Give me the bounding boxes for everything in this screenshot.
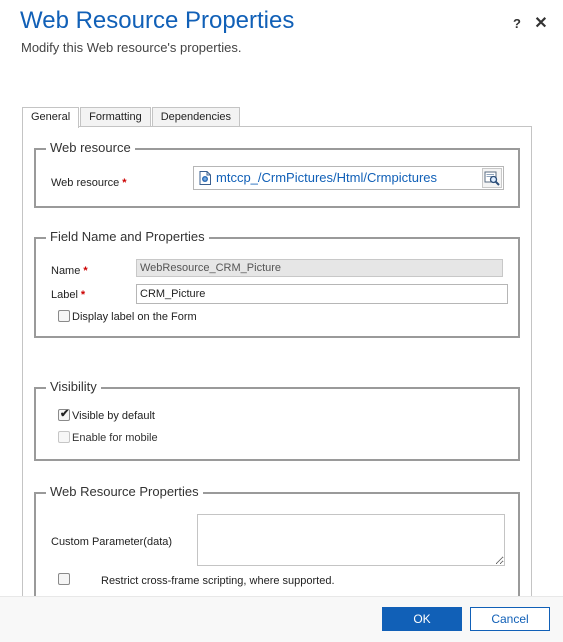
tab-formatting[interactable]: Formatting — [80, 107, 151, 127]
restrict-cross-frame-checkbox[interactable] — [58, 573, 70, 585]
custom-parameter-label: Custom Parameter(data) — [51, 536, 173, 548]
display-label-text: Display label on the Form — [72, 311, 197, 323]
required-indicator: * — [122, 177, 127, 189]
checkmark-icon: ✔ — [60, 408, 70, 420]
tab-general[interactable]: General — [22, 107, 79, 128]
label-label-text: Label — [51, 289, 78, 301]
web-resource-legend: Web resource — [46, 140, 135, 155]
dialog-footer — [0, 596, 563, 642]
web-resource-lookup[interactable] — [193, 166, 504, 190]
general-tab-panel — [22, 126, 532, 596]
lookup-button[interactable] — [482, 168, 502, 188]
name-field-label — [51, 265, 88, 277]
name-input — [136, 259, 503, 277]
custom-parameter-textarea[interactable] — [197, 514, 505, 566]
field-name-legend: Field Name and Properties — [46, 229, 209, 244]
web-resource-document-icon — [199, 171, 211, 185]
web-resource-section — [34, 140, 520, 208]
ok-button[interactable]: OK — [382, 607, 462, 631]
web-resource-properties-section — [34, 484, 520, 596]
display-label-checkbox[interactable] — [58, 310, 70, 322]
dialog-subtitle: Modify this Web resource's properties. — [21, 40, 242, 55]
help-button[interactable]: ? — [513, 16, 521, 31]
enable-mobile-checkbox — [58, 431, 70, 443]
close-button[interactable]: ✕ — [534, 15, 548, 32]
web-resource-field-label — [51, 177, 127, 189]
name-label-text: Name — [51, 265, 81, 277]
dialog-title: Web Resource Properties — [20, 7, 295, 34]
web-resource-properties-legend: Web Resource Properties — [46, 484, 203, 499]
required-indicator: * — [80, 289, 86, 301]
restrict-cross-frame-text: Restrict cross-frame scripting, where supported. — [101, 575, 335, 587]
lookup-magnifier-icon — [483, 169, 501, 187]
tab-bar — [22, 107, 241, 127]
web-resource-label-text: Web resource — [51, 177, 120, 189]
visible-by-default-checkbox[interactable] — [58, 409, 70, 421]
visible-by-default-text: Visible by default — [72, 410, 155, 422]
visibility-legend: Visibility — [46, 379, 101, 394]
label-field-label — [51, 289, 85, 301]
visibility-section — [34, 379, 520, 461]
field-name-section — [34, 229, 520, 338]
cancel-button[interactable]: Cancel — [470, 607, 550, 631]
enable-mobile-text: Enable for mobile — [72, 432, 158, 444]
web-resource-link[interactable]: mtccp_/CrmPictures/Html/Crmpictures — [216, 170, 438, 185]
label-input[interactable] — [136, 284, 508, 304]
tab-dependencies[interactable]: Dependencies — [152, 107, 240, 127]
required-indicator: * — [83, 265, 88, 277]
